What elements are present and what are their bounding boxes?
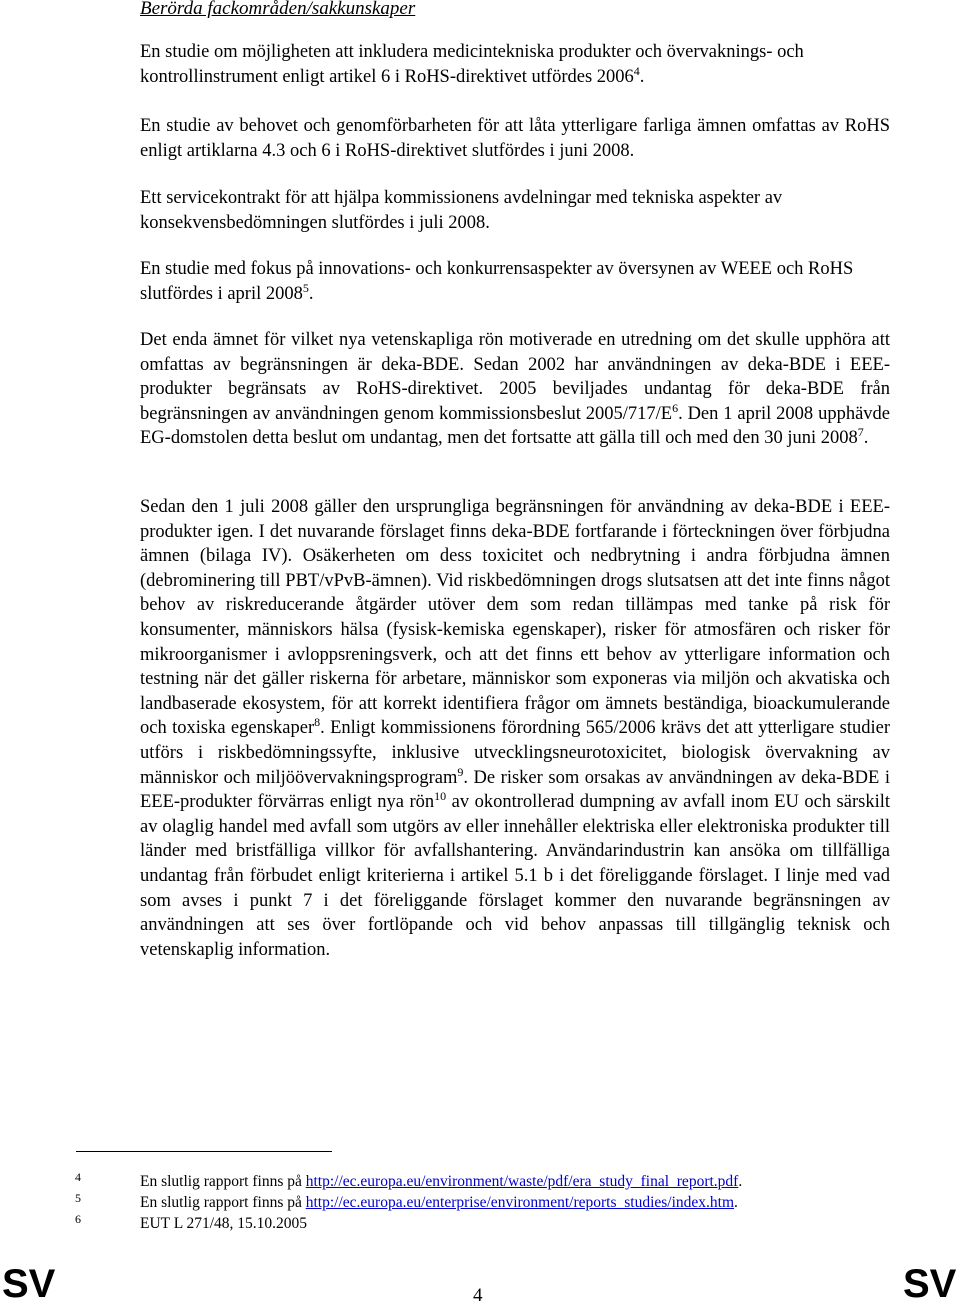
footnote-text: En slutlig rapport finns på xyxy=(140,1173,306,1190)
punctuation: . xyxy=(863,428,869,449)
punctuation: . xyxy=(308,283,314,304)
paragraph-text: En studie med fokus på innovations- och konkurrensaspekter av översynen av WEEE och RoHS slutfördes i april 2008 xyxy=(140,259,854,304)
footnote-ref[interactable]: 8 xyxy=(314,715,321,730)
paragraph-text: En studie av behovet och genomförbarheten för att låta ytterligare farliga ämnen omfattas av RoHS enligt artiklarna 4.3 och 6 i RoHS-direktivet slutfördes i juni 2008. xyxy=(140,116,890,161)
footnote-link[interactable]: http://ec.europa.eu/environment/waste/pdf/era_study_final_report.pdf xyxy=(305,1173,739,1190)
footnote-number: 4 xyxy=(75,1170,81,1184)
footnote-text: En slutlig rapport finns på xyxy=(140,1194,306,1211)
footnote-ref[interactable]: 9 xyxy=(457,764,464,779)
footnote-5 xyxy=(140,1193,738,1213)
paragraph-innovation-study xyxy=(140,257,890,306)
paragraph-text: av okontrollerad dumpning av avfall inom EU och särskilt av olaglig handel med avfall som utgörs av eller innehåller elektriska eller elektroniska produkter till länder med bristfälliga villkor för avfallshantering. Användarindustrin kan ansöka om tillfälliga undantag från förbudet enligt kriterierna i artikel 5.1 b i det föreliggande förslaget. I linje med vad som avses i punkt 7 i det föreliggande förslaget kommer den nuvarande begränsningen av användningen att ses över fortlöpande och vid behov anpassas till tillgänglig teknisk och vetenskaplig information. xyxy=(140,792,890,960)
footnote-text: EUT L 271/48, 15.10.2005 xyxy=(140,1215,308,1232)
paragraph-text: . Enligt kommissionens förordning 565/2006 krävs det att ytterligare studier utförs i riskbedömningssyfte, inklusive utvecklingsneurotoxicitet, biologisk övervakning av människor och miljöövervakningsprogram xyxy=(140,718,890,788)
footnote-ref[interactable]: 5 xyxy=(302,280,309,295)
paragraph-text: Sedan den 1 juli 2008 gäller den ursprungliga begränsningen för användning av deka-BDE i EEE-produkter igen. I det nuvarande förslaget finns deka-BDE fortfarande i förteckningen över förbjudna ämnen (bilaga IV). Osäkerheten om dess toxicitet och nedbrytning i andra förbjudna ämnen (debrominering till PBT/vPvB-ämnen). Vid riskbedömningen drogs slutsatsen att det inte finns något behov av riskreducerande åtgärder utöver dem som redan tillämpas med tanke på risk för konsumenter, människors hälsa (fysisk-kemiska egenskaper), risker för atmosfären och risker för mikroorganismer i avloppsreningsverk, och att det finns ett behov av ytterligare information och testning när det gäller riskerna för arbetare, människor som exponeras via miljön och akvatiska och landbaserade ekosystem, för att korrekt identifiera frågor om ämnets beständiga, bioackumulerande och toxiska egenskaper xyxy=(140,497,890,739)
section-heading: Berörda fackområden/sakkunskaper xyxy=(140,0,416,19)
language-code-left: SV xyxy=(2,1262,56,1306)
footnote-6 xyxy=(140,1214,307,1234)
footnote-4 xyxy=(140,1172,742,1192)
paragraph-service-contract xyxy=(140,186,890,235)
footnote-divider xyxy=(76,1151,332,1152)
footnote-ref[interactable]: 4 xyxy=(633,63,640,78)
punctuation: . xyxy=(738,1173,743,1190)
paragraph-text: En studie om möjligheten att inkludera medicintekniska produkter och övervaknings- och kontrollinstrument enligt artikel 6 i RoHS-direktivet utfördes 2006 xyxy=(140,42,804,87)
footnote-ref[interactable]: 6 xyxy=(672,400,679,415)
footnote-number: 6 xyxy=(75,1212,81,1226)
paragraph-deca-bde-restriction xyxy=(140,495,890,962)
language-code-right: SV xyxy=(903,1262,957,1306)
footnote-ref[interactable]: 7 xyxy=(857,425,864,440)
paragraph-text: . Den 1 april 2008 upphävde EG-domstolen detta beslut om undantag, men det fortsatte att gälla till och med den 30 juni 2008 xyxy=(140,403,890,449)
footnote-link[interactable]: http://ec.europa.eu/enterprise/environment/reports_studies/index.htm xyxy=(305,1194,735,1211)
punctuation: . xyxy=(734,1194,738,1211)
paragraph-text: Det enda ämnet för vilket nya vetenskapliga rön motiverade en utredning om det skulle upphöra att omfattas av begränsningen är deka-BDE. Sedan 2002 har användningen av deka-BDE i EEE-produkter begränsats av RoHS-direktivet. 2005 beviljades undantag för deka-BDE från begränsningen av användningen genom kommissionsbeslut 2005/717/E xyxy=(140,330,890,424)
paragraph-deca-bde-exemption xyxy=(140,328,890,451)
page-number: 4 xyxy=(473,1285,483,1306)
paragraph-text: Ett servicekontrakt för att hjälpa kommissionens avdelningar med tekniska aspekter av konsekvensbedömningen slutfördes i juli 2008. xyxy=(140,188,783,233)
paragraph-hazardous-substances-study xyxy=(140,114,890,163)
paragraph-text: . De risker som orsakas av användningen av deka-BDE i EEE-produkter förvärras enligt nya rön xyxy=(140,767,891,813)
footnote-number: 5 xyxy=(75,1191,81,1205)
paragraph-medical-devices-study xyxy=(140,40,890,89)
footnote-ref[interactable]: 10 xyxy=(434,789,447,804)
punctuation: . xyxy=(639,66,645,87)
